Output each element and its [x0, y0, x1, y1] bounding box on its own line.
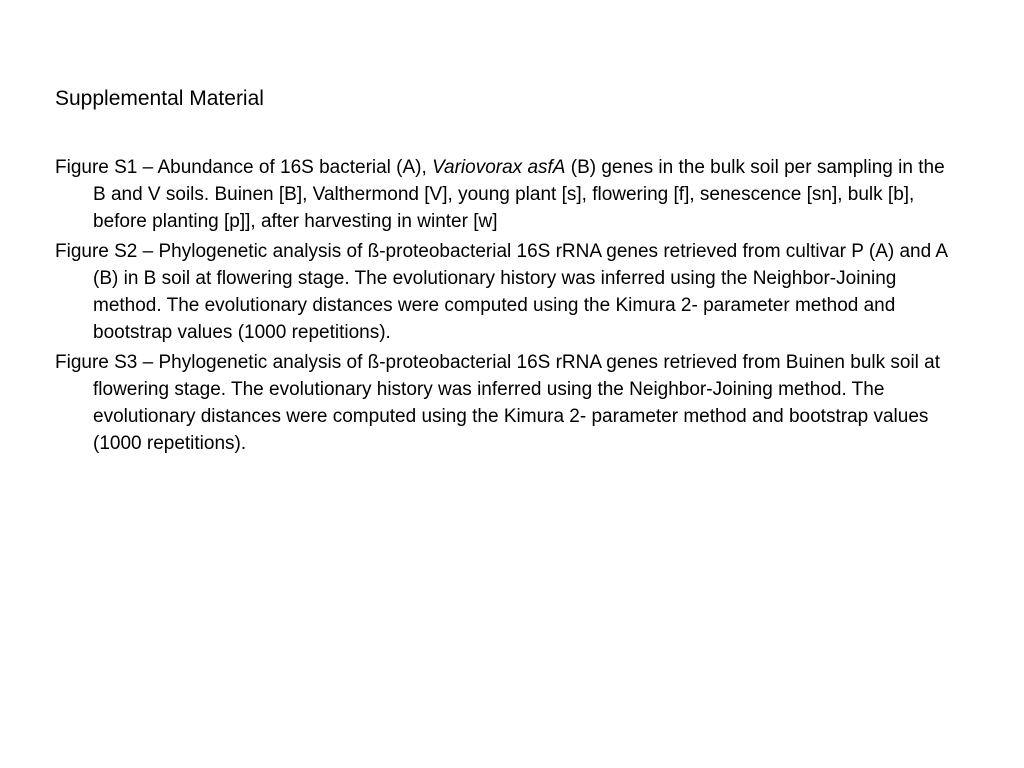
caption-dash-s1: – [137, 157, 158, 178]
figure-label-s3: Figure S3 [55, 352, 138, 373]
caption-text-s2: Phylogenetic analysis of ß-proteobacterial 16S rRNA genes retrieved from cultivar P (A) and A (B) in B soil at flowering stage. The evolutionary history was inferred using the Neighbor-Joining method. The evolutionary distances were computed using the Kimura 2- parameter method and bootstrap values (1000 repetitions). [93, 241, 948, 343]
caption-text-s1-part1: Abundance of 16S bacterial (A), [157, 157, 433, 178]
caption-dash-s3: – [137, 352, 159, 373]
figure-caption-s2 [55, 238, 960, 346]
figure-caption-s1 [55, 154, 960, 235]
caption-text-s3: Phylogenetic analysis of ß-proteobacterial 16S rRNA genes retrieved from Buinen bulk soil at flowering stage. The evolutionary history was inferred using the Neighbor-Joining method. The evolutionary distances were computed using the Kimura 2- parameter method and bootstrap values (1000 repetitions). [93, 352, 941, 454]
caption-gene-name-s1: Variovorax asfA [432, 157, 566, 178]
figure-caption-s3 [55, 349, 960, 457]
figure-label-s2: Figure S2 [55, 241, 138, 262]
caption-text-s1-part2: (B) genes in the bulk soil per sampling in the B and V soils. Buinen [B], Valthermond [V], young plant [s], flowering [f], senescence [sn], bulk [b], before planting [p]], after harvesting in winter [w] [93, 157, 945, 232]
caption-dash-s2: – [137, 241, 159, 262]
figure-label-s1: Figure S1 [55, 157, 138, 178]
page-title: Supplemental Material [55, 87, 264, 110]
figure-captions [55, 154, 960, 460]
